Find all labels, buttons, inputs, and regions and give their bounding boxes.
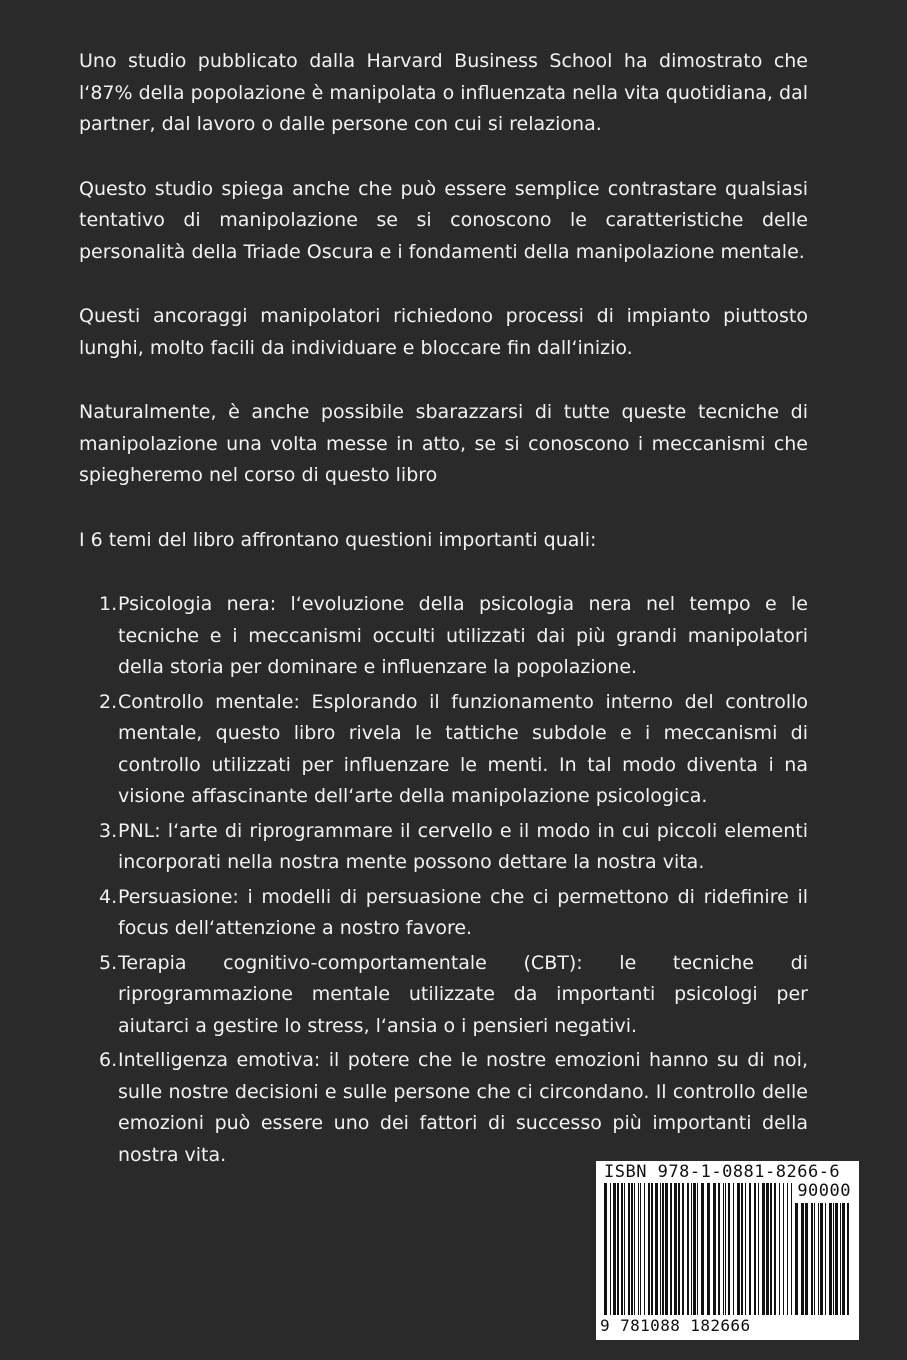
paragraph-4: Naturalmente, è anche possibile sbarazzarsi di tutte queste tecniche di manipolazione una volta messe in atto, se si conoscono i meccanismi che spiegheremo nel corso di questo libro [79,401,808,486]
paragraph-1: Uno studio pubblicato dalla Harvard Business School ha dimostrato che l‘87% della popolazione è manipolata o influenzata nella vita quotidiana, dal partner, dal lavoro o dalle persone con cui si relaziona. [79,50,808,135]
list-item [99,687,808,813]
barcode-addon-number: 90000 [797,1181,851,1201]
list-item [99,589,808,684]
list-text: Terapia cognitivo-comportamentale (CBT): le tecniche di riprogrammazione mentale utilizzate da importanti psicologi per aiutarci a gestire lo stress, l‘ansia o i pensieri negativi. [118,951,808,1037]
list-item [99,816,808,879]
list-number: 4. [99,885,118,908]
back-cover-text [79,46,808,1174]
list-number: 3. [99,819,118,842]
paragraph-2: Questo studio spiega anche che può essere semplice contrastare qualsiasi tentativo di manipolazione se si conoscono le caratteristiche delle personalità della Triade Oscura e i fondamenti della manipolazione mentale. [79,177,808,263]
list-text: Psicologia nera: l‘evoluzione della psicologia nera nel tempo e le tecniche e i meccanismi occulti utilizzati dai più grandi manipolatori della storia per dominare e influenzare la popolazione. [118,593,808,678]
list-text: Controllo mentale: Esplorando il funzionamento interno del controllo mentale, questo libro rivela le tattiche subdole e i meccanismi di controllo utilizzati per influenzare le menti. In tal modo diventa i na visione affascinante dell‘arte della manipolazione psicologica. [118,690,808,807]
isbn-label: ISBN 978-1-0881-8266-6 [604,1162,841,1182]
list-item [99,1045,808,1171]
list-text: Intelligenza emotiva: il potere che le nostre emozioni hanno su di noi, sulle nostre decisioni e sulle persone che ci circondano. Il controllo delle emozioni può essere uno dei fattori di successo più importanti della nostra vita. [118,1049,808,1166]
list-number: 2. [99,690,118,713]
list-item [99,948,808,1043]
list-number: 6. [99,1049,118,1071]
list-number: 5. [99,951,118,974]
barcode-addon-bars-icon [795,1203,851,1315]
barcode-bars-icon [604,1183,792,1315]
topics-list [79,589,808,1171]
list-item [99,882,808,945]
isbn-barcode [596,1161,859,1340]
list-text: PNL: l‘arte di riprogrammare il cervello e il modo in cui piccoli elementi incorporati nella nostra mente possono dettare la nostra vita. [118,819,808,873]
ean-digits: 9 781088 182666 [600,1316,751,1335]
topics-intro: I 6 temi del libro affrontano questioni importanti quali: [79,528,597,551]
paragraph-3: Questi ancoraggi manipolatori richiedono processi di impianto piuttosto lunghi, molto facili da individuare e bloccare fin dall‘inizio. [79,305,808,359]
list-number: 1. [99,593,118,615]
list-text: Persuasione: i modelli di persuasione che ci permettono di ridefinire il focus dell‘attenzione a nostro favore. [118,885,808,939]
